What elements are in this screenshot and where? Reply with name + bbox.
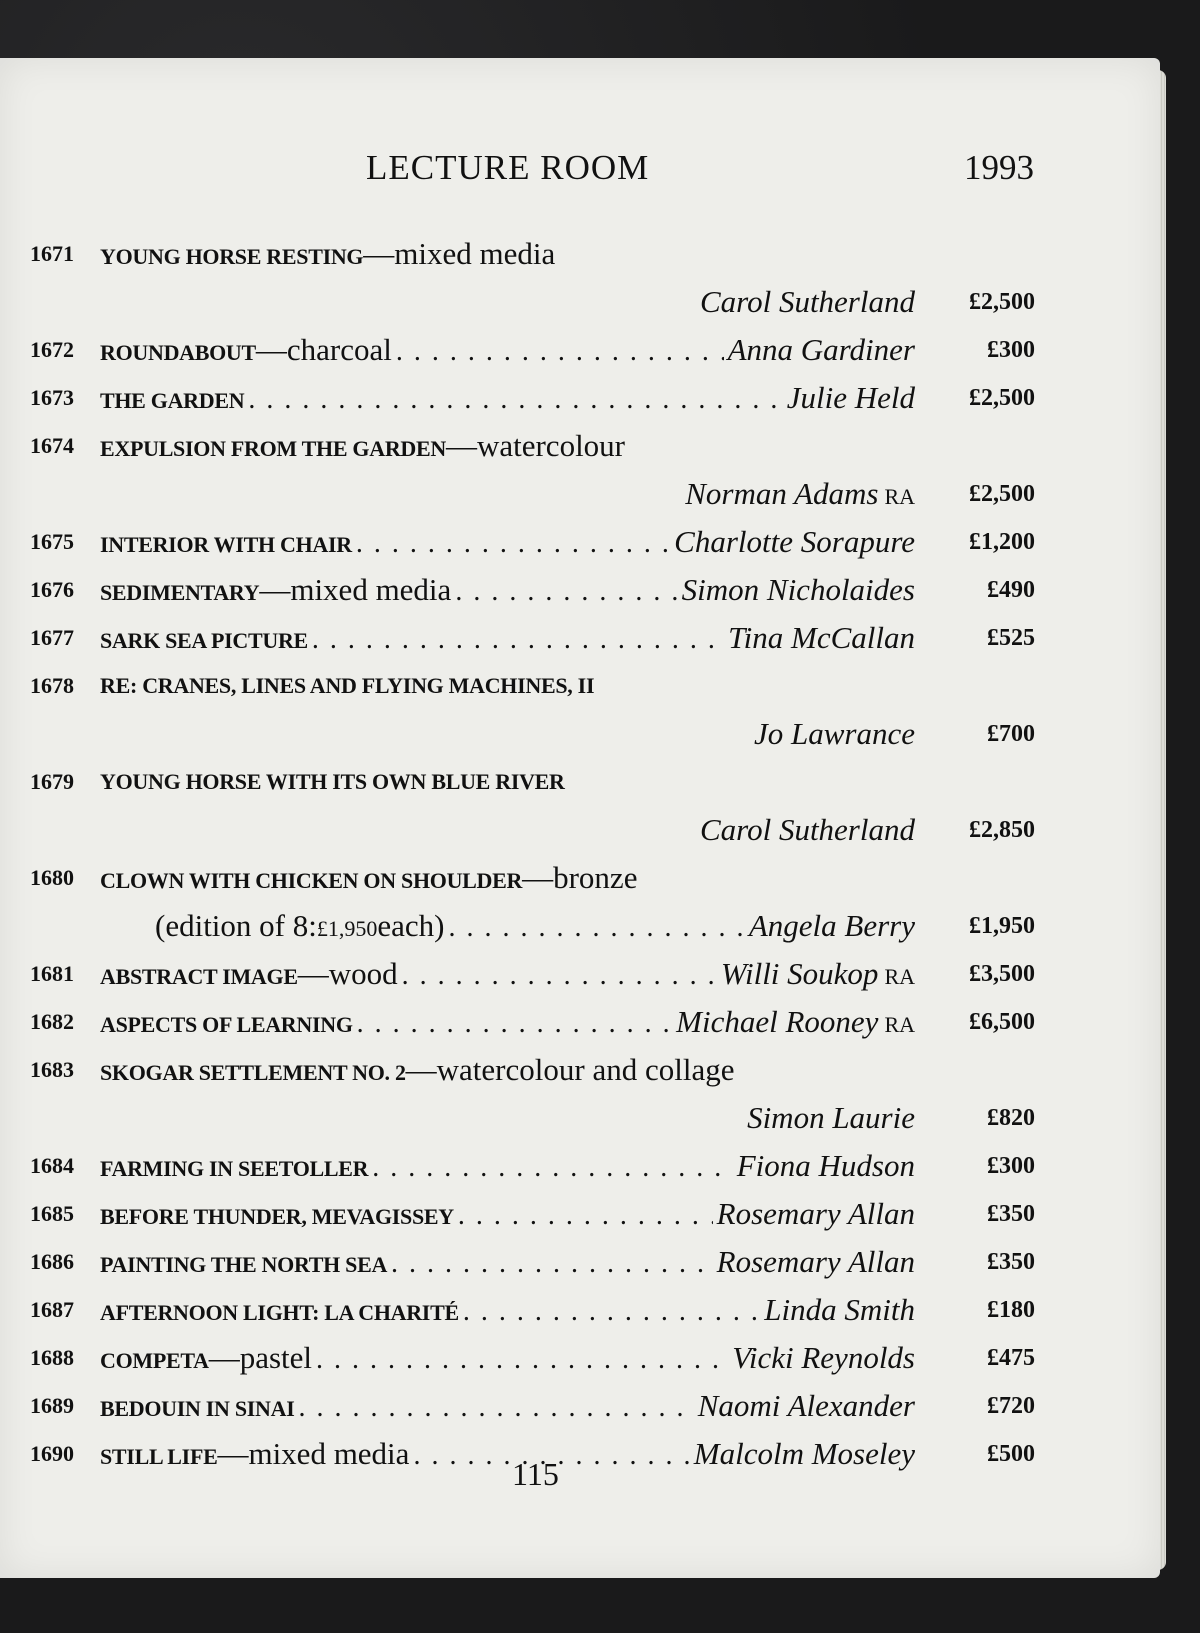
entry-artist: Charlotte Sorapure [674, 524, 915, 559]
entry-price: £720 [987, 1393, 1035, 1419]
entry-artist [721, 950, 915, 1001]
edition-note-amount: £1,950 [316, 916, 378, 941]
entry-artist: Rosemary Allan [716, 1196, 915, 1231]
entry-artist: Vicki Reynolds [732, 1340, 915, 1375]
entry-artist: Fiona Hudson [736, 1148, 915, 1183]
list-item [30, 566, 1035, 614]
entry-title: ROUNDABOUT [100, 340, 256, 365]
list-item [30, 758, 1035, 806]
entry-medium: charcoal [286, 332, 392, 367]
list-item [30, 998, 1035, 1046]
entry-artist-suffix: RA [884, 484, 915, 509]
page-number: 115 [512, 1456, 559, 1492]
entry-number: 1679 [30, 769, 74, 794]
entry-title: ASPECTS OF LEARNING [100, 1012, 353, 1037]
entry-number: 1684 [30, 1153, 74, 1178]
entry-price: £2,850 [969, 817, 1035, 843]
leader-dots [458, 1192, 713, 1240]
entry-price: £300 [987, 337, 1035, 363]
entry-number: 1673 [30, 385, 74, 410]
entry-number: 1688 [30, 1345, 74, 1370]
leader-dots [316, 1336, 728, 1384]
entry-number: 1674 [30, 433, 74, 458]
list-item [30, 1238, 1035, 1286]
entry-artist-suffix: RA [884, 1012, 915, 1037]
entry-price: £2,500 [969, 385, 1035, 411]
leader-dots [312, 616, 724, 664]
entry-price: £3,500 [969, 961, 1035, 987]
entry-title: COMPETA [100, 1348, 209, 1373]
list-item [30, 230, 1035, 278]
entry-number: 1672 [30, 337, 74, 362]
page-header [0, 148, 1200, 192]
entry-title: YOUNG HORSE WITH ITS OWN BLUE RIVER [100, 769, 565, 794]
entry-medium: mixed media [290, 572, 452, 607]
leader-dots [455, 568, 677, 616]
entry-number: 1685 [30, 1201, 74, 1226]
list-item [30, 1286, 1035, 1334]
entry-artist: Carol Sutherland [699, 812, 915, 847]
entry-price: £350 [987, 1249, 1035, 1275]
entry-title: BEFORE THUNDER, MEVAGISSEY [100, 1204, 454, 1229]
entry-artist-name: Willi Soukop [720, 956, 879, 991]
entry-title: EXPULSION FROM THE GARDEN [100, 436, 446, 461]
entry-title: SEDIMENTARY [100, 580, 260, 605]
page-title: LECTURE ROOM [366, 148, 650, 187]
entry-dash: — [217, 1436, 249, 1471]
list-item [30, 1142, 1035, 1190]
entry-dash: — [363, 236, 395, 271]
entry-artist: Carol Sutherland [699, 284, 915, 319]
entry-medium: wood [328, 956, 398, 991]
entry-title: THE GARDEN [100, 388, 245, 413]
leader-dots [463, 1288, 760, 1336]
edition-note-open: (edition of 8: [155, 908, 317, 943]
entry-title: AFTERNOON LIGHT: LA CHARITÉ [100, 1300, 459, 1325]
entry-number: 1671 [30, 241, 74, 266]
entry-price: £525 [987, 625, 1035, 651]
entry-price: £500 [987, 1441, 1035, 1467]
list-item [30, 278, 1035, 326]
entry-number: 1682 [30, 1009, 74, 1034]
entry-number: 1675 [30, 529, 74, 554]
list-item [30, 326, 1035, 374]
leader-dots [298, 1384, 693, 1432]
entry-artist-name: Norman Adams [685, 476, 879, 511]
entry-artist: Linda Smith [764, 1292, 915, 1327]
list-item [30, 374, 1035, 422]
entry-number: 1681 [30, 961, 74, 986]
entry-artist: Anna Gardiner [727, 332, 915, 367]
list-item [30, 710, 1035, 758]
entry-number: 1676 [30, 577, 74, 602]
entry-price: £180 [987, 1297, 1035, 1323]
entry-price: £350 [987, 1201, 1035, 1227]
entry-artist-name: Michael Rooney [676, 1004, 879, 1039]
entry-dash: — [255, 332, 287, 367]
entry-price: £2,500 [969, 289, 1035, 315]
entry-title: INTERIOR WITH CHAIR [100, 532, 352, 557]
entry-medium: watercolour and collage [436, 1052, 735, 1087]
list-item [30, 950, 1035, 998]
list-item [30, 1334, 1035, 1382]
entry-dash: — [259, 572, 291, 607]
entry-artist: Simon Laurie [747, 1100, 915, 1135]
leader-dots [357, 1000, 673, 1048]
entry-dash: — [445, 428, 477, 463]
entry-number: 1678 [30, 673, 74, 698]
entry-list [30, 230, 1035, 1478]
list-item [30, 614, 1035, 662]
list-item [30, 1382, 1035, 1430]
entry-title: ABSTRACT IMAGE [100, 964, 298, 989]
entry-number: 1689 [30, 1393, 74, 1418]
entry-number: 1683 [30, 1057, 74, 1082]
entry-price: £475 [987, 1345, 1035, 1371]
entry-number: 1690 [30, 1441, 74, 1466]
entry-number: 1677 [30, 625, 74, 650]
leader-dots [396, 328, 724, 376]
entry-medium: watercolour [476, 428, 626, 463]
entry-dash: — [208, 1340, 240, 1375]
list-item [30, 1190, 1035, 1238]
entry-title: SKOGAR SETTLEMENT NO. 2 [100, 1060, 406, 1085]
list-item [30, 806, 1035, 854]
leader-dots [248, 376, 782, 424]
list-item [30, 662, 1035, 710]
list-item [30, 470, 1035, 518]
list-item [30, 902, 1035, 950]
entry-title: PAINTING THE NORTH SEA [100, 1252, 388, 1277]
leader-dots [448, 904, 744, 952]
entry-price: £1,950 [969, 913, 1035, 939]
entry-price: £490 [987, 577, 1035, 603]
entry-dash: — [405, 1052, 437, 1087]
entry-title: STILL LIFE [100, 1444, 218, 1469]
entry-artist: Naomi Alexander [697, 1388, 915, 1423]
entry-price: £1,200 [969, 529, 1035, 555]
entry-artist-suffix: RA [884, 964, 915, 989]
entry-number: 1680 [30, 865, 74, 890]
entry-artist: Tina McCallan [728, 620, 915, 655]
list-item [30, 854, 1035, 902]
entry-title: SARK SEA PICTURE [100, 628, 308, 653]
leader-dots [372, 1144, 733, 1192]
entry-artist [685, 470, 915, 521]
entry-price: £820 [987, 1105, 1035, 1131]
entry-price: £2,500 [969, 481, 1035, 507]
entry-artist: Simon Nicholaides [681, 572, 915, 607]
leader-dots [402, 952, 717, 1000]
entry-artist: Jo Lawrance [753, 716, 915, 751]
entry-dash: — [522, 860, 554, 895]
leader-dots [356, 520, 670, 568]
entry-number: 1687 [30, 1297, 74, 1322]
entry-artist: Angela Berry [748, 908, 915, 943]
entry-title: YOUNG HORSE RESTING [100, 244, 364, 269]
entry-price: £700 [987, 721, 1035, 747]
entry-artist: Julie Held [786, 380, 915, 415]
page-year: 1993 [964, 148, 1034, 187]
entry-title: BEDOUIN IN SINAI [100, 1396, 295, 1421]
entry-medium: mixed media [394, 236, 556, 271]
entry-artist [676, 998, 915, 1049]
list-item [30, 422, 1035, 470]
edition-note-close: each) [377, 908, 445, 943]
entry-title: FARMING IN SEETOLLER [100, 1156, 369, 1181]
entry-price: £300 [987, 1153, 1035, 1179]
entry-title: RE: CRANES, LINES AND FLYING MACHINES, II [100, 673, 595, 698]
entry-artist: Rosemary Allan [716, 1244, 915, 1279]
entry-medium: pastel [239, 1340, 313, 1375]
list-item [30, 1046, 1035, 1094]
entry-title: CLOWN WITH CHICKEN ON SHOULDER [100, 868, 523, 893]
list-item [30, 1094, 1035, 1142]
entry-artist: Malcolm Moseley [693, 1436, 915, 1471]
entry-medium: mixed media [248, 1436, 410, 1471]
entry-number: 1686 [30, 1249, 74, 1274]
entry-dash: — [297, 956, 329, 991]
leader-dots [391, 1240, 713, 1288]
list-item [30, 518, 1035, 566]
entry-price: £6,500 [969, 1009, 1035, 1035]
entry-medium: bronze [553, 860, 638, 895]
